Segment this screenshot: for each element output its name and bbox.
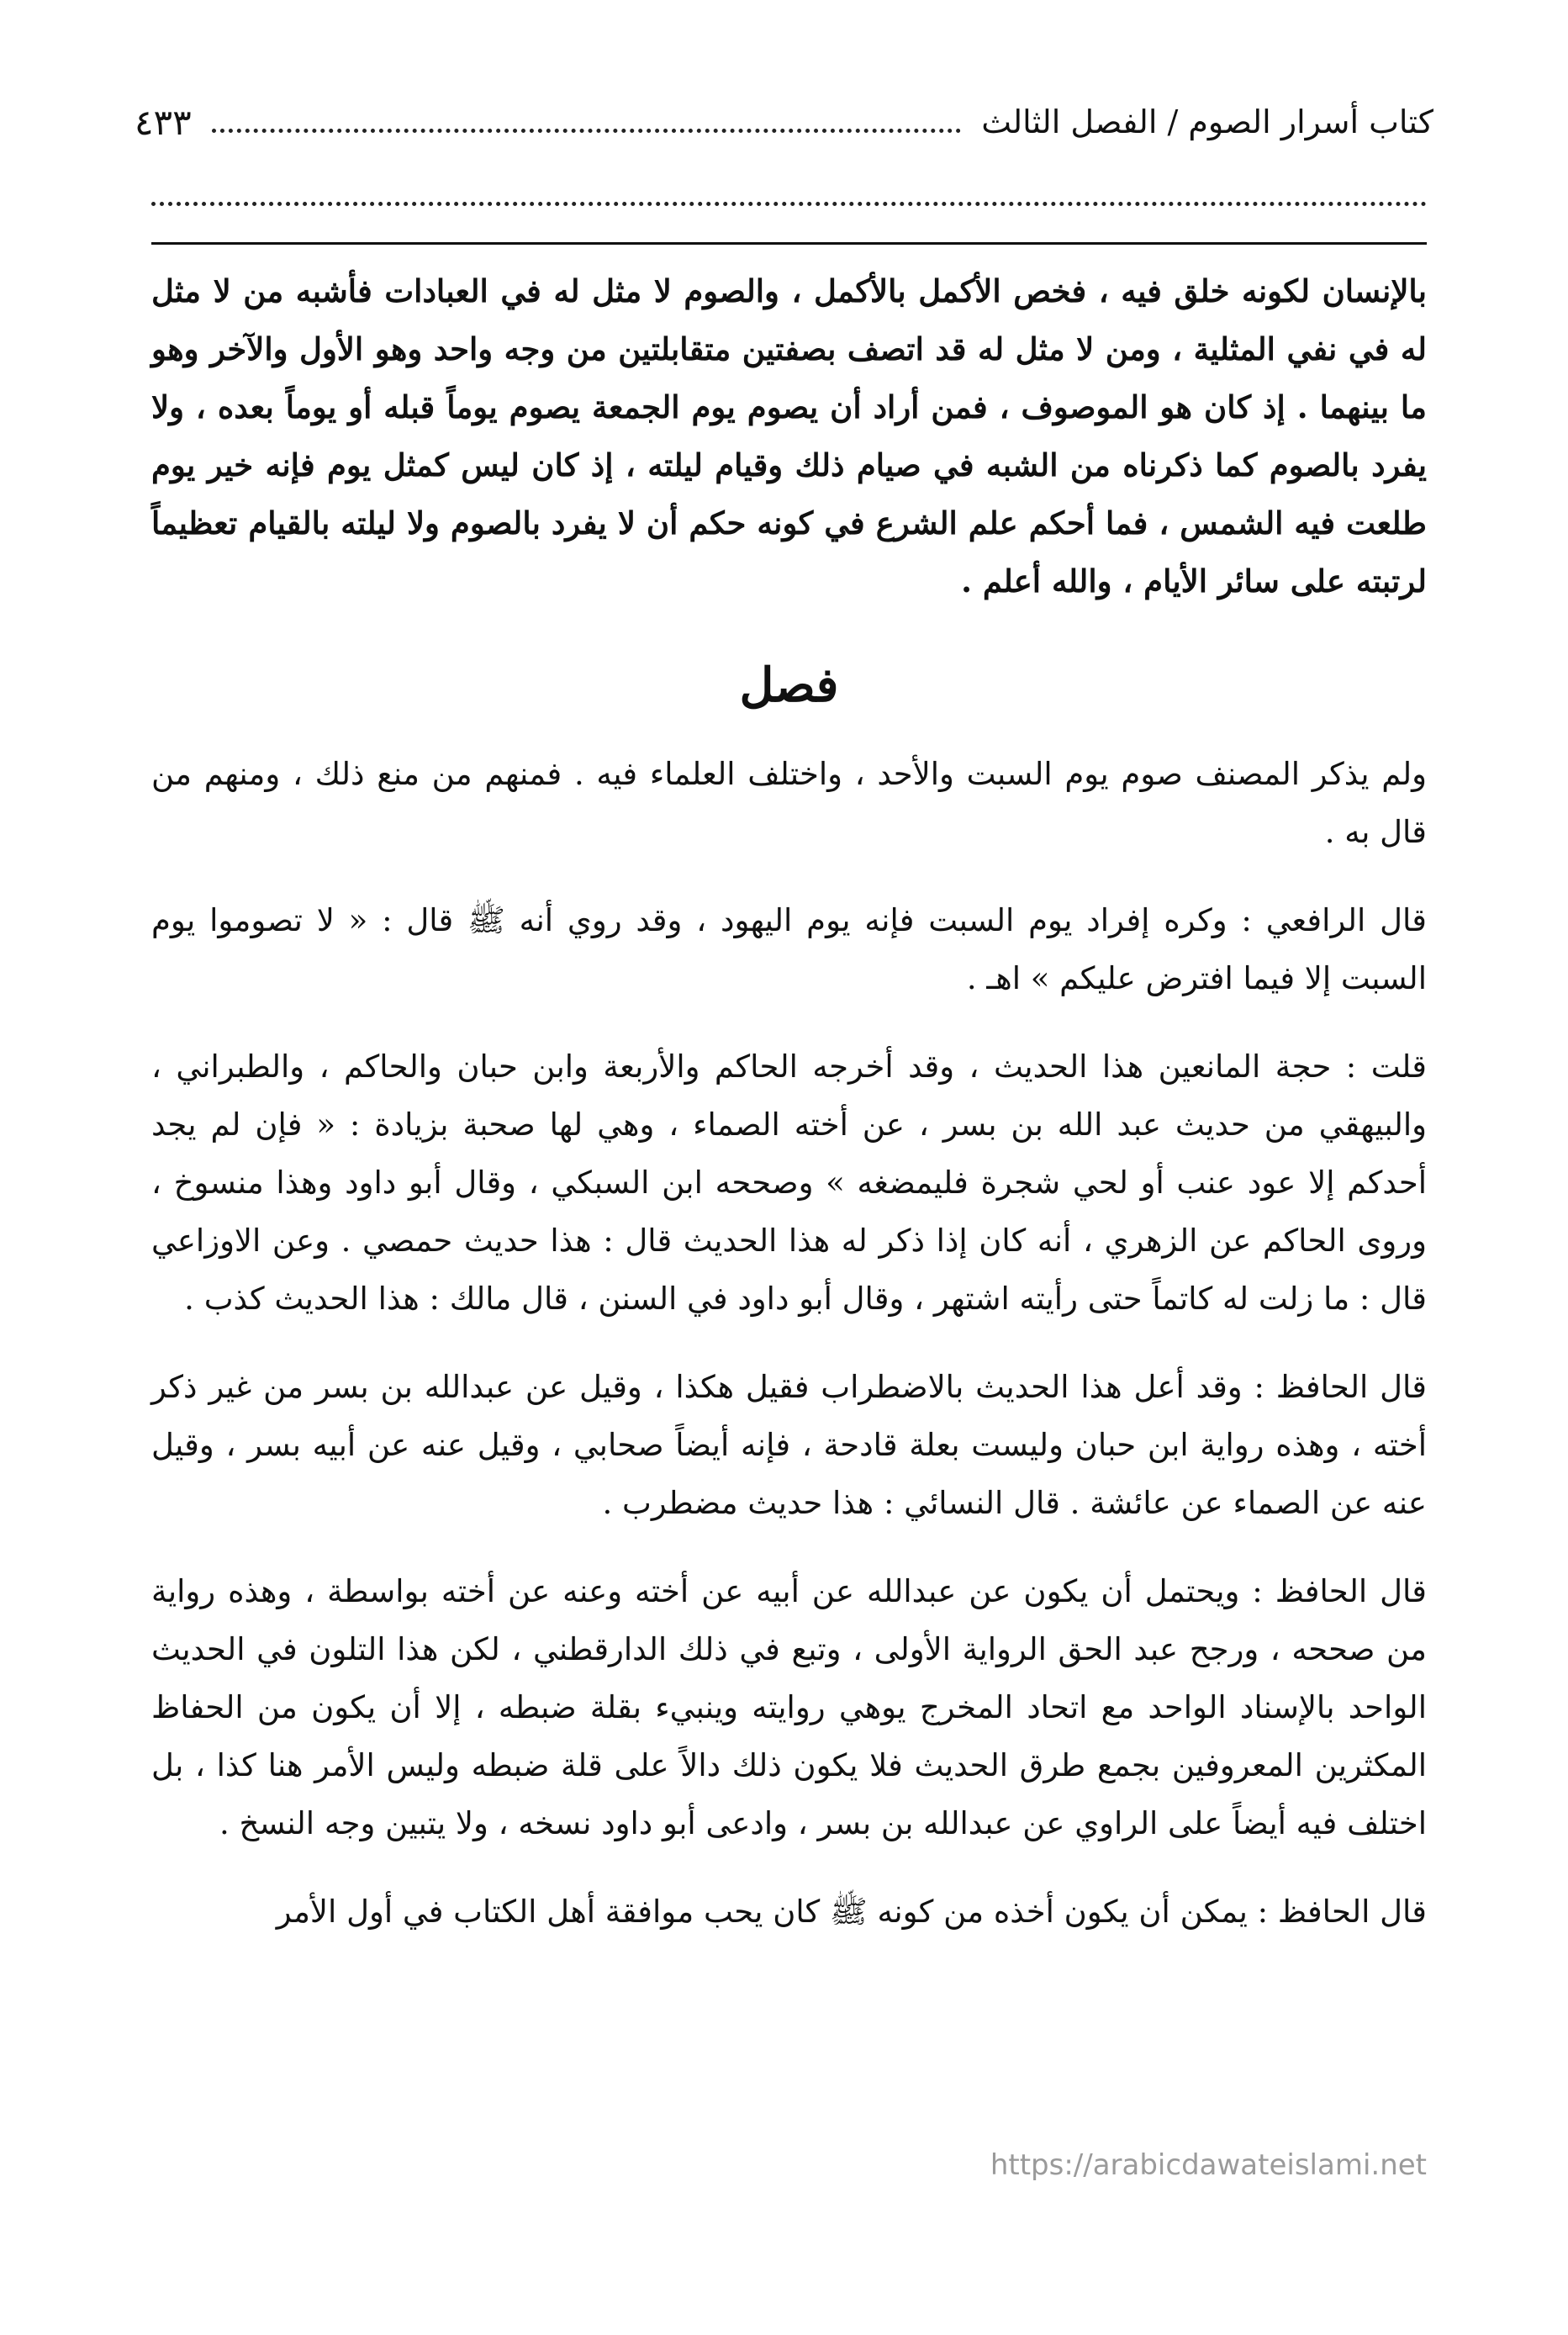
section-heading: فصل: [739, 658, 839, 713]
body-paragraph: قال الحافظ : ويحتمل أن يكون عن عبدالله عن أبيه عن أخته وعنه عن أخته بواسطة ، وهذه رواية من صححه ، ورجح عبد الحق الرواية الأولى ، وتبع في ذلك الدارقطني ، لكن هذا التلون في الحديث الواحد بالإسناد الواحد مع اتحاد المخرج يوهي روايته وينبيء بقلة ضبطه ، إلا أن يكون من الحفاظ المكثرين المعروفين بجمع طرق الحديث فلا يكون ذلك دالاً على قلة ضبطه وليس الأمر هنا كذا ، بل اختلف فيه أيضاً على الراوي عن عبدالله بن بسر ، وادعى أبو داود نسخه ، ولا يتبين وجه النسخ .: [151, 1573, 1427, 1841]
running-header: [135, 84, 1433, 160]
page-body: [151, 262, 1427, 1971]
watermark-url: https://arabicdawateislami.net: [990, 2148, 1427, 2182]
horizontal-rule: [151, 242, 1427, 245]
body-paragraph: ولم يذكر المصنف صوم يوم السبت والأحد ، واختلف العلماء فيه . فمنهم من منع ذلك ، ومنهم من قال به .: [151, 756, 1427, 850]
page-number: ٤٣٣: [135, 101, 192, 143]
body-paragraph: قال الرافعي : وكره إفراد يوم السبت فإنه يوم اليهود ، وقد روي أنه ﷺ قال : « لا تصوموا يوم السبت إلا فيما افترض عليكم » اهـ .: [151, 902, 1427, 996]
body-paragraph: قال الحافظ : يمكن أن يكون أخذه من كونه ﷺ كان يحب موافقة أهل الكتاب في أول الأمر: [276, 1894, 1427, 1930]
body-paragraph: قال الحافظ : وقد أعل هذا الحديث بالاضطراب فقيل هكذا ، وقيل عن عبدالله بن بسر من غير ذكر أخته ، وهذه رواية ابن حبان وليست بعلة قادحة ، فإنه أيضاً صحابي ، وقيل عنه عن أبيه بسر ، وقيل عنه عن الصماء عن عائشة . قال النسائي : هذا حديث مضطرب .: [151, 1369, 1427, 1521]
body-paragraph: بالإنسان لكونه خلق فيه ، فخص الأكمل بالأكمل ، والصوم لا مثل له في العبادات فأشبه من لا مثل له في نفي المثلية ، ومن لا مثل له قد اتصف بصفتين متقابلتين من وجه واحد وهو الأول والآخر وهو ما بينهما . إذ كان هو الموصوف ، فمن أراد أن يصوم يوم الجمعة يصوم يوماً قبله أو يوماً بعده ، ولا يفرد بالصوم كما ذكرناه من الشبه في صيام ذلك وقيام ليلته ، إذ كان ليس كمثل يوم فإنه خير يوم طلعت فيه الشمس ، فما أحكم علم الشرع في كونه حكم أن لا يفرد بالصوم ولا ليلته بالقيام تعظيماً لرتبته على سائر الأيام ، والله أعلم .: [151, 272, 1427, 600]
header-title: كتاب أسرار الصوم / الفصل الثالث: [981, 103, 1433, 140]
dotted-separator: [151, 202, 1427, 206]
header-dotted-leader: [212, 129, 962, 133]
body-paragraph: قلت : حجة المانعين هذا الحديث ، وقد أخرجه الحاكم والأربعة وابن حبان والحاكم ، والطبراني ، والبيهقي من حديث عبد الله بن بسر ، عن أخته الصماء ، وهي لها صحبة بزيادة : « فإن لم يجد أحدكم إلا عود عنب أو لحي شجرة فليمضغه » وصححه ابن السبكي ، وقال أبو داود وهذا منسوخ ، وروى الحاكم عن الزهري ، أنه كان إذا ذكر له هذا الحديث قال : هذا حديث حمصي . وعن الاوزاعي قال : ما زلت له كاتماً حتى رأيته اشتهر ، وقال أبو داود في السنن ، قال مالك : هذا الحديث كذب .: [151, 1049, 1427, 1317]
